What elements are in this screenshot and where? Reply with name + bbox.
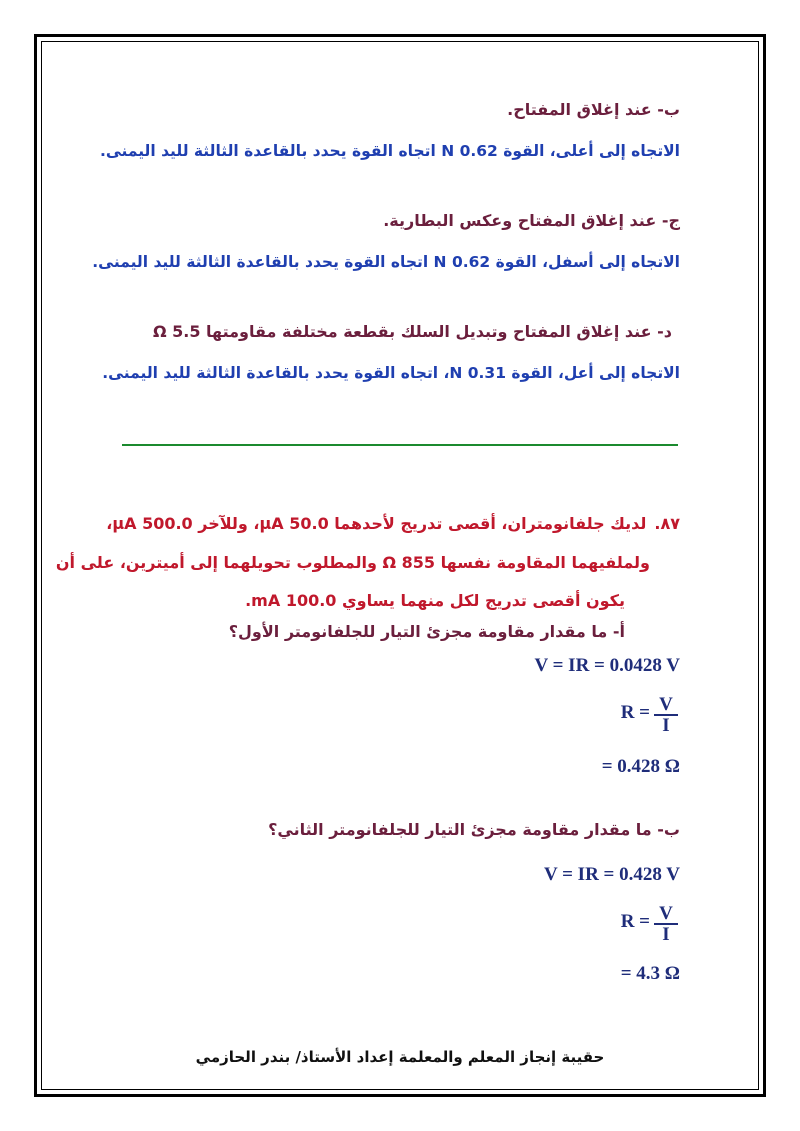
part-b-fraction <box>654 905 678 945</box>
part-b-numerator: V <box>654 905 678 925</box>
part-b-r-label: R = <box>620 911 650 932</box>
problem-number: ٨٧. <box>654 514 680 533</box>
problem-text-1: لديك جلفانومتران، أقصى تدريج لأحدهما 50.0 μA، وللآخر 500.0 μA، <box>106 514 647 533</box>
part-b-question: ب- ما مقدار مقاومة مجزئ التيار للجلفانومتر الثاني؟ <box>268 820 680 839</box>
problem-87-line-3: يكون أقصى تدريج لكل منهما يساوي 100.0 mA. <box>245 591 625 610</box>
part-a-fraction <box>654 696 678 736</box>
footer-credit: حقيبة إنجاز المعلم والمعلمة إعداد الأستاذ/ بندر الحازمي <box>195 1048 605 1066</box>
part-a-denominator: I <box>662 715 670 736</box>
part-a-eq1: V = IR = 0.0428 V <box>534 655 680 676</box>
section-d-title: د- عند إغلاق المفتاح وتبديل السلك بقطعة مختلفة مقاومتها 5.5 Ω <box>152 322 672 341</box>
section-b-answer: الاتجاه إلى أعلى، القوة 0.62 N اتجاه القوة يحدد بالقاعدة الثالثة لليد اليمنى. <box>99 142 680 160</box>
part-a-result: = 0.428 Ω <box>601 756 680 777</box>
section-c-title: ج- عند إغلاق المفتاح وعكس البطارية. <box>383 211 680 230</box>
part-b-denominator: I <box>662 924 670 945</box>
part-a-r-label: R = <box>620 702 650 723</box>
part-b-result: = 4.3 Ω <box>620 963 680 984</box>
section-d-answer: الاتجاه إلى أعل، القوة 0.31 N، اتجاه القوة يحدد بالقاعدة الثالثة لليد اليمنى. <box>102 364 680 382</box>
part-b-eq1: V = IR = 0.428 V <box>543 864 680 885</box>
section-b-title: ب- عند إغلاق المفتاح. <box>507 100 680 119</box>
part-a-question: أ- ما مقدار مقاومة مجزئ التيار للجلفانومتر الأول؟ <box>228 622 625 641</box>
problem-87-line-2: ولملفيهما المقاومة نفسها 855 Ω والمطلوب تحويلهما إلى أميترين، على أن <box>55 553 650 572</box>
part-a-numerator: V <box>654 696 678 716</box>
section-c-answer: الاتجاه إلى أسفل، القوة 0.62 N اتجاه القوة يحدد بالقاعدة الثالثة لليد اليمنى. <box>92 253 680 271</box>
green-separator <box>122 444 678 446</box>
problem-87-line-1 <box>106 514 680 533</box>
